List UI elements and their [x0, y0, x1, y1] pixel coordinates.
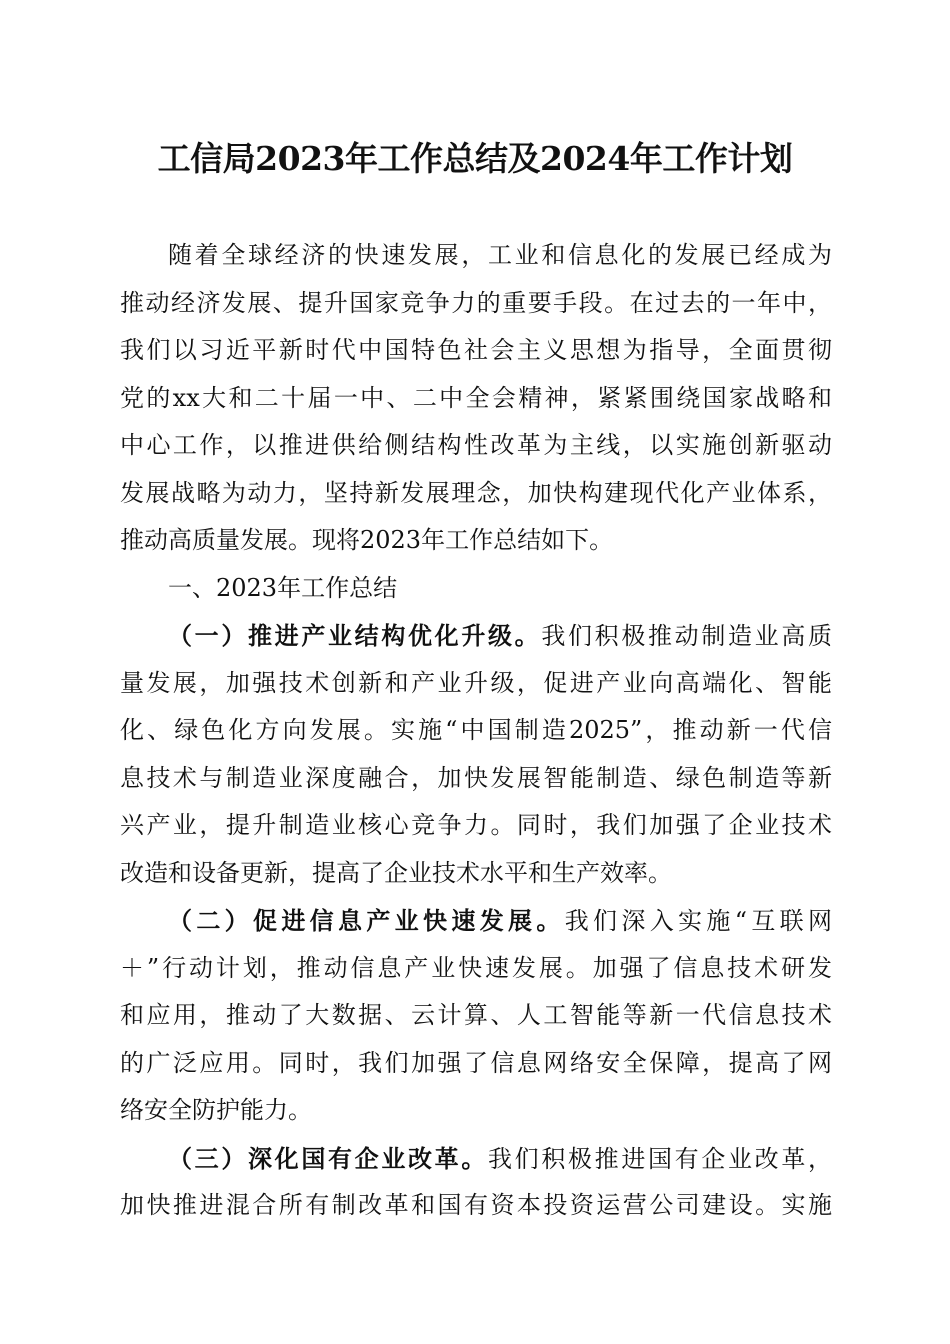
- item1-line: 兴产业，提升制造业核心竞争力。同时，我们加强了企业技术: [120, 811, 832, 839]
- item3-line: 加快推进混合所有制改革和国有资本投资运营公司建设。实施: [120, 1191, 832, 1219]
- document-title: 工信局2023年工作总结及2024年工作计划: [157, 139, 793, 178]
- item1-line: 量发展，加强技术创新和产业升级，促进产业向高端化、智能: [120, 668, 832, 697]
- item3-lead: （三）深化国有企业改革。: [168, 1143, 488, 1173]
- item1-line: 化、绿色化方向发展。实施“中国制造2025”，推动新一代信: [120, 716, 832, 744]
- item1-line: 息技术与制造业深度融合，加快发展智能制造、绿色制造等新: [120, 763, 832, 792]
- item3-first-rest: 我们积极推进国有企业改革，: [488, 1144, 832, 1173]
- item3-first-line: [120, 1135, 832, 1183]
- item2-line: 的广泛应用。同时，我们加强了信息网络安全保障，提高了网: [120, 1048, 832, 1077]
- intro-line: 我们以习近平新时代中国特色社会主义思想为指导，全面贯彻: [120, 336, 832, 364]
- item2-first-line: [120, 897, 832, 945]
- item1-lead: （一）推进产业结构优化升级。: [168, 621, 542, 650]
- document-body: [120, 232, 832, 1230]
- item2-lead: （二）促进信息产业快速发展。: [168, 906, 565, 935]
- intro-line: 发展战略为动力，坚持新发展理念，加快构建现代化产业体系，: [120, 478, 832, 507]
- intro-line: 随着全球经济的快速发展，工业和信息化的发展已经成为: [168, 241, 832, 269]
- item1-first-line: [120, 612, 832, 660]
- intro-line: 中心工作，以推进供给侧结构性改革为主线，以实施创新驱动: [120, 431, 832, 459]
- item2-first-rest: 我们深入实施“互联网: [564, 907, 832, 935]
- item1-first-rest: 我们积极推动制造业高质: [541, 622, 833, 650]
- item2-line: 和应用，推动了大数据、云计算、人工智能等新一代信息技术: [120, 1001, 832, 1029]
- intro-line: 推动经济发展、提升国家竞争力的重要手段。在过去的一年中，: [120, 288, 832, 317]
- item1-line: 改造和设备更新，提高了企业技术水平和生产效率。: [120, 858, 672, 887]
- section-heading: 一、2023年工作总结: [168, 573, 398, 602]
- item2-line: ＋”行动计划，推动信息产业快速发展。加强了信息技术研发: [120, 953, 832, 982]
- intro-line: 推动高质量发展。现将2023年工作总结如下。: [120, 526, 614, 554]
- item2-line: 络安全防护能力。: [120, 1096, 312, 1124]
- intro-line: 党的xx大和二十届一中、二中全会精神，紧紧围绕国家战略和: [120, 383, 832, 412]
